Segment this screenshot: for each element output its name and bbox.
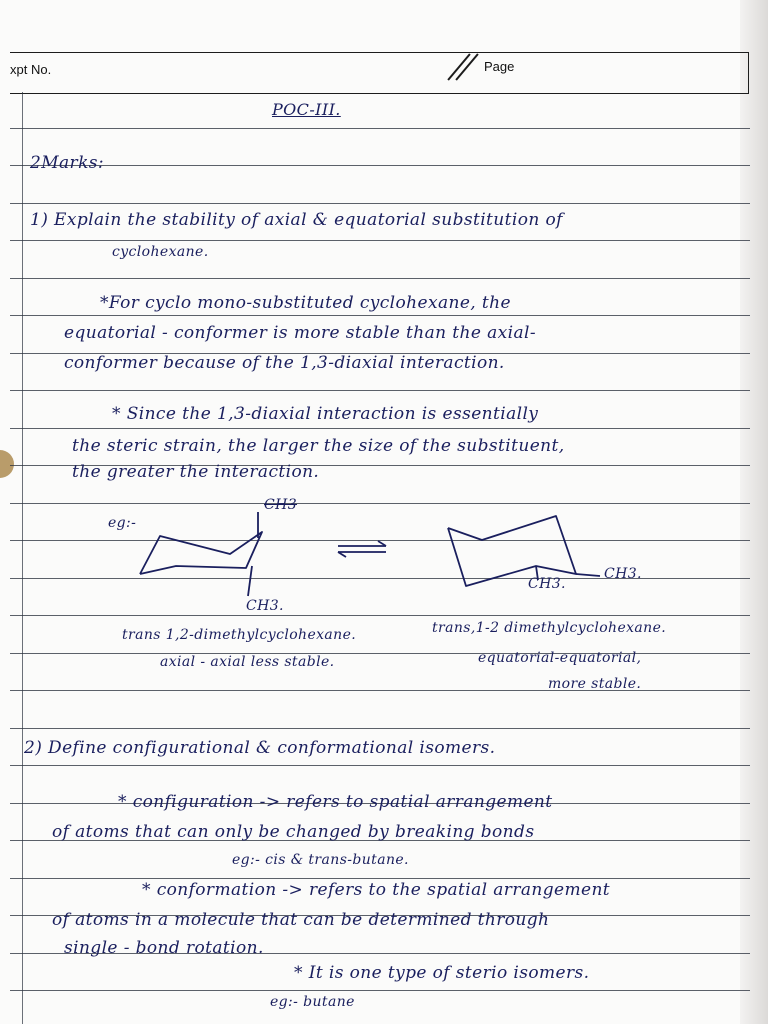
right-stability: equatorial-equatorial, — [478, 650, 642, 666]
ch3-label: CH3. — [604, 566, 642, 582]
right-equatorial-bond — [576, 574, 600, 576]
answer-1-line: conformer because of the 1,3-diaxial interaction. — [64, 353, 505, 373]
page-label: Page — [484, 59, 515, 74]
answer-2-line: * conformation -> refers to the spatial arrangement — [142, 880, 611, 900]
answer-2-line: single - bond rotation. — [64, 938, 264, 958]
question-1: 1) Explain the stability of axial & equatorial substitution of — [30, 210, 563, 230]
answer-2-line: of atoms in a molecule that can be determined through — [52, 910, 550, 930]
ch3-label: CH3 — [264, 497, 298, 513]
answer-1-line: the greater the interaction. — [72, 462, 320, 482]
right-caption: trans,1-2 dimethylcyclohexane. — [432, 620, 667, 636]
example-label: eg:- — [108, 515, 137, 531]
ch3-label: CH3. — [246, 598, 284, 614]
right-stability: more stable. — [548, 676, 642, 692]
answer-2-line: eg:- cis & trans-butane. — [232, 852, 409, 868]
answer-2-line: of atoms that can only be changed by breaking bonds — [52, 822, 535, 842]
left-chair-ring — [140, 532, 262, 574]
answer-1-line: equatorial - conformer is more stable than the axial- — [64, 323, 537, 343]
answer-2-line: * It is one type of sterio isomers. — [294, 963, 590, 983]
left-axial-bond-down — [248, 566, 252, 596]
answer-1-line: * Since the 1,3-diaxial interaction is essentially — [112, 404, 539, 424]
left-stability: axial - axial less stable. — [160, 654, 335, 670]
answer-1-line: *For cyclo mono-substituted cyclohexane, the — [100, 293, 511, 313]
section-heading: 2Marks: — [30, 153, 105, 173]
question-2: 2) Define configurational & conformational isomers. — [24, 738, 496, 758]
answer-2-line: * configuration -> refers to spatial arrangement — [118, 792, 553, 812]
expt-no-label: xpt No. — [10, 62, 52, 77]
answer-2-line: eg:- butane — [270, 994, 355, 1010]
left-caption: trans 1,2-dimethylcyclohexane. — [122, 627, 357, 643]
answer-1-line: the steric strain, the larger the size of the substituent, — [72, 436, 565, 456]
page-title: POC-III. — [272, 100, 341, 119]
ch3-label: CH3. — [528, 576, 566, 592]
question-1-cont: cyclohexane. — [112, 244, 209, 260]
